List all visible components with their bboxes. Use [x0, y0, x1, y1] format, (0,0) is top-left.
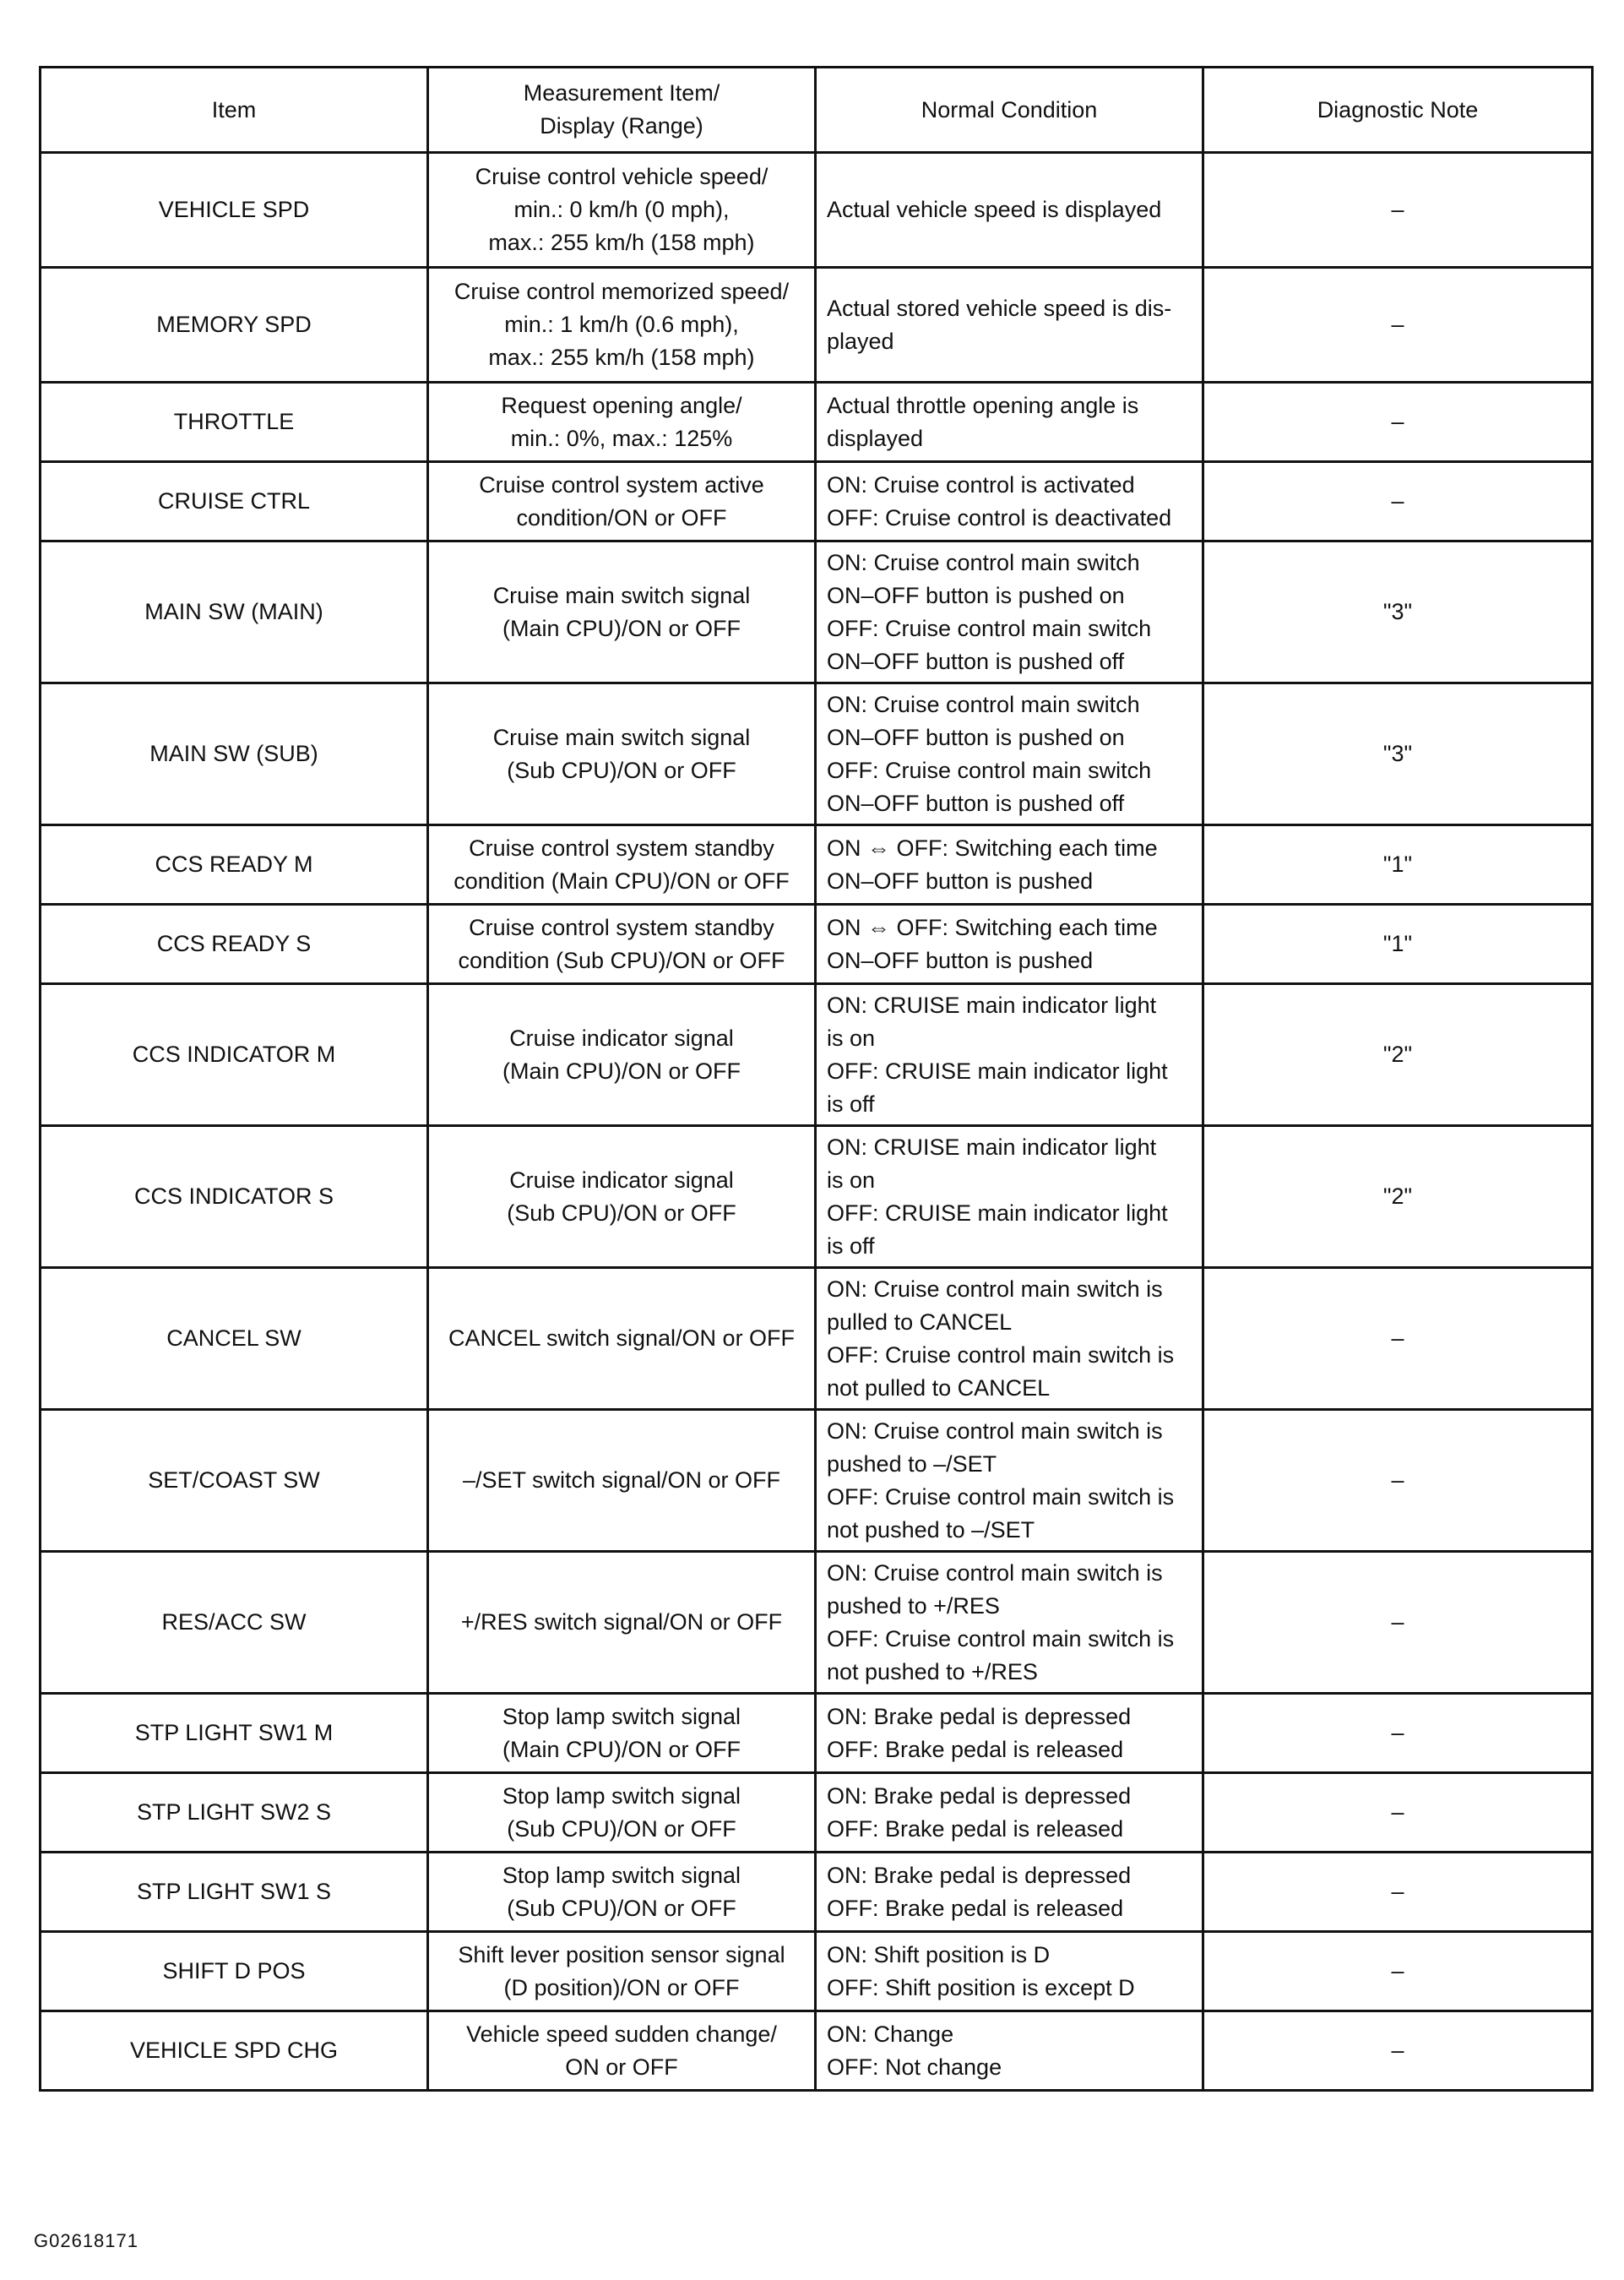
cell-measurement: Stop lamp switch signal (Sub CPU)/ON or OFF — [428, 1853, 816, 1932]
diagnostic-data-table — [39, 66, 1594, 2092]
cell-diagnostic-note: – — [1203, 383, 1593, 462]
cell-normal-condition: ON: Brake pedal is depressed OFF: Brake pedal is released — [816, 1773, 1203, 1853]
cell-measurement: +/RES switch signal/ON or OFF — [428, 1552, 816, 1694]
cell-normal-condition: ON: Cruise control main switch is pushed to +/RES OFF: Cruise control main switch is not pushed to +/RES — [816, 1552, 1203, 1694]
figure-code: G02618171 — [34, 2230, 139, 2251]
header-item: Item — [41, 68, 428, 153]
cell-item: VEHICLE SPD — [41, 153, 428, 268]
cell-measurement: Stop lamp switch signal (Main CPU)/ON or OFF — [428, 1694, 816, 1773]
table-row — [41, 1932, 1593, 2011]
cell-item: THROTTLE — [41, 383, 428, 462]
cell-diagnostic-note: – — [1203, 1853, 1593, 1932]
table-row — [41, 1853, 1593, 1932]
cell-diagnostic-note: – — [1203, 1552, 1593, 1694]
cell-diagnostic-note: – — [1203, 2011, 1593, 2091]
header-normal-condition: Normal Condition — [816, 68, 1203, 153]
cell-normal-condition: ON: Change OFF: Not change — [816, 2011, 1203, 2091]
table-row — [41, 905, 1593, 984]
cell-item: MEMORY SPD — [41, 268, 428, 383]
cell-measurement: Cruise indicator signal (Sub CPU)/ON or OFF — [428, 1126, 816, 1268]
cell-normal-condition: ON ⇔ OFF: Switching each time ON–OFF button is pushed — [816, 825, 1203, 905]
cell-item: STP LIGHT SW1 S — [41, 1853, 428, 1932]
header-measurement: Measurement Item/ Display (Range) — [428, 68, 816, 153]
table-row — [41, 1773, 1593, 1853]
cell-normal-condition: ON: Cruise control main switch is pulled to CANCEL OFF: Cruise control main switch is not pulled to CANCEL — [816, 1268, 1203, 1410]
cell-item: MAIN SW (SUB) — [41, 683, 428, 825]
table-row — [41, 383, 1593, 462]
cell-item: RES/ACC SW — [41, 1552, 428, 1694]
table-row — [41, 268, 1593, 383]
cell-measurement: CANCEL switch signal/ON or OFF — [428, 1268, 816, 1410]
cell-normal-condition: ON: Brake pedal is depressed OFF: Brake pedal is released — [816, 1694, 1203, 1773]
cell-item: CANCEL SW — [41, 1268, 428, 1410]
table-row — [41, 984, 1593, 1126]
table-row — [41, 1268, 1593, 1410]
cell-normal-condition: Actual throttle opening angle is displayed — [816, 383, 1203, 462]
cell-normal-condition: ON: Shift position is D OFF: Shift position is except D — [816, 1932, 1203, 2011]
cell-diagnostic-note: "2" — [1203, 984, 1593, 1126]
cell-diagnostic-note: – — [1203, 1773, 1593, 1853]
table-row — [41, 683, 1593, 825]
cell-diagnostic-note: – — [1203, 153, 1593, 268]
cell-item: CRUISE CTRL — [41, 462, 428, 541]
cell-diagnostic-note: "3" — [1203, 683, 1593, 825]
cell-measurement: Cruise control vehicle speed/ min.: 0 km/h (0 mph), max.: 255 km/h (158 mph) — [428, 153, 816, 268]
cell-measurement: Cruise control system standby condition (Sub CPU)/ON or OFF — [428, 905, 816, 984]
table-row — [41, 1552, 1593, 1694]
cell-normal-condition: ON: CRUISE main indicator light is on OFF: CRUISE main indicator light is off — [816, 1126, 1203, 1268]
table-row — [41, 1126, 1593, 1268]
cell-normal-condition: ON ⇔ OFF: Switching each time ON–OFF button is pushed — [816, 905, 1203, 984]
table-row — [41, 1410, 1593, 1552]
cell-item: CCS INDICATOR M — [41, 984, 428, 1126]
cell-measurement: Shift lever position sensor signal (D position)/ON or OFF — [428, 1932, 816, 2011]
cell-measurement: Vehicle speed sudden change/ ON or OFF — [428, 2011, 816, 2091]
cell-measurement: Cruise control memorized speed/ min.: 1 km/h (0.6 mph), max.: 255 km/h (158 mph) — [428, 268, 816, 383]
cell-diagnostic-note: "2" — [1203, 1126, 1593, 1268]
cell-item: VEHICLE SPD CHG — [41, 2011, 428, 2091]
cell-diagnostic-note: "3" — [1203, 541, 1593, 683]
cell-diagnostic-note: – — [1203, 1410, 1593, 1552]
table-row — [41, 462, 1593, 541]
table-row — [41, 541, 1593, 683]
cell-measurement: Stop lamp switch signal (Sub CPU)/ON or OFF — [428, 1773, 816, 1853]
cell-measurement: Cruise control system active condition/ON or OFF — [428, 462, 816, 541]
cell-measurement: Cruise indicator signal (Main CPU)/ON or OFF — [428, 984, 816, 1126]
cell-normal-condition: ON: CRUISE main indicator light is on OFF: CRUISE main indicator light is off — [816, 984, 1203, 1126]
cell-normal-condition: ON: Brake pedal is depressed OFF: Brake pedal is released — [816, 1853, 1203, 1932]
table-row — [41, 2011, 1593, 2091]
cell-item: CCS INDICATOR S — [41, 1126, 428, 1268]
header-diagnostic-note: Diagnostic Note — [1203, 68, 1593, 153]
cell-item: STP LIGHT SW1 M — [41, 1694, 428, 1773]
cell-normal-condition: ON: Cruise control is activated OFF: Cruise control is deactivated — [816, 462, 1203, 541]
cell-normal-condition: Actual stored vehicle speed is dis- played — [816, 268, 1203, 383]
cell-diagnostic-note: – — [1203, 1932, 1593, 2011]
cell-normal-condition: ON: Cruise control main switch is pushed to –/SET OFF: Cruise control main switch is not pushed to –/SET — [816, 1410, 1203, 1552]
cell-measurement: Cruise control system standby condition (Main CPU)/ON or OFF — [428, 825, 816, 905]
cell-item: SHIFT D POS — [41, 1932, 428, 2011]
cell-diagnostic-note: – — [1203, 462, 1593, 541]
cell-diagnostic-note: – — [1203, 1694, 1593, 1773]
table-row — [41, 1694, 1593, 1773]
cell-diagnostic-note: "1" — [1203, 905, 1593, 984]
cell-item: SET/COAST SW — [41, 1410, 428, 1552]
cell-measurement: –/SET switch signal/ON or OFF — [428, 1410, 816, 1552]
cell-diagnostic-note: "1" — [1203, 825, 1593, 905]
cell-normal-condition: Actual vehicle speed is displayed — [816, 153, 1203, 268]
cell-measurement: Cruise main switch signal (Sub CPU)/ON or OFF — [428, 683, 816, 825]
cell-item: MAIN SW (MAIN) — [41, 541, 428, 683]
cell-measurement: Cruise main switch signal (Main CPU)/ON or OFF — [428, 541, 816, 683]
cell-item: CCS READY S — [41, 905, 428, 984]
cell-normal-condition: ON: Cruise control main switch ON–OFF button is pushed on OFF: Cruise control main switch ON–OFF button is pushed off — [816, 541, 1203, 683]
cell-item: STP LIGHT SW2 S — [41, 1773, 428, 1853]
table-body — [41, 153, 1593, 2091]
cell-diagnostic-note: – — [1203, 268, 1593, 383]
table-row — [41, 825, 1593, 905]
table-row — [41, 153, 1593, 268]
cell-diagnostic-note: – — [1203, 1268, 1593, 1410]
table-header-row — [41, 68, 1593, 153]
cell-normal-condition: ON: Cruise control main switch ON–OFF button is pushed on OFF: Cruise control main switch ON–OFF button is pushed off — [816, 683, 1203, 825]
cell-measurement: Request opening angle/ min.: 0%, max.: 125% — [428, 383, 816, 462]
cell-item: CCS READY M — [41, 825, 428, 905]
